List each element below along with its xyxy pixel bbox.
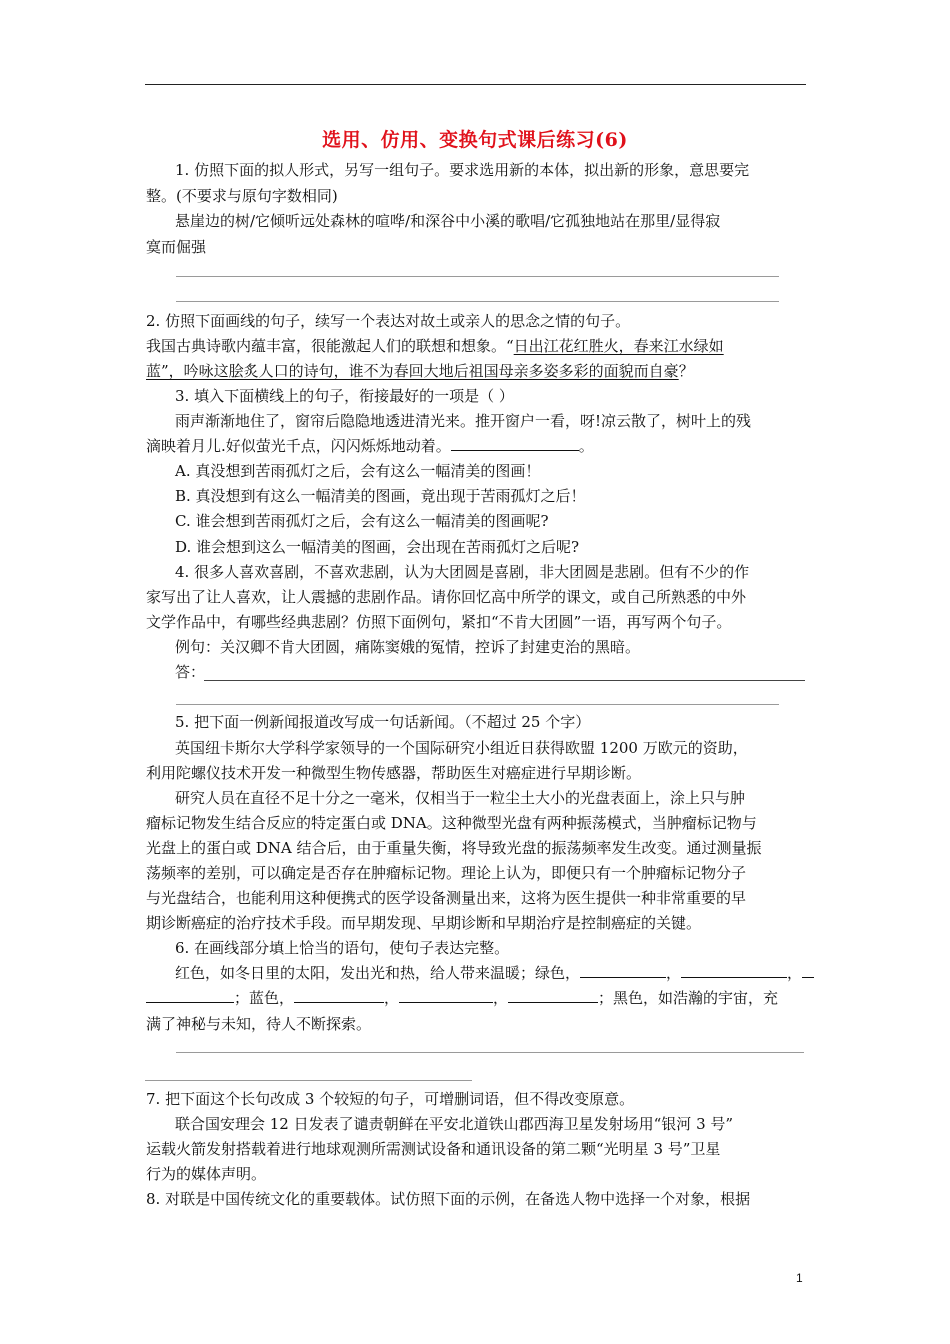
q6-fill-blank[interactable] (508, 988, 598, 1003)
q7-text-line-3: 行为的媒体声明。 (146, 1165, 267, 1183)
q4-answer-line[interactable] (204, 680, 805, 681)
q5-para-2-line-2: 瘤标记物发生结合反应的特定蛋白或 DNA。这种微型光盘有两种振荡模式，当肿瘤标记物与 (146, 814, 757, 832)
q6-fill-blank[interactable] (580, 963, 666, 978)
q6-fill-blank[interactable] (802, 963, 814, 978)
q1-answer-line[interactable] (176, 301, 779, 302)
q1-example-line-2: 寞而倔强 (146, 238, 207, 256)
q7-stem: 7. 把下面这个长句改成 3 个较短的句子，可增删词语，但不得改变原意。 (146, 1090, 635, 1108)
q2-underlined-sentence: 日出江花红胜火，春来江水绿如 (513, 337, 724, 355)
q4-stem-line-3: 文学作品中，有哪些经典悲剧？仿照下面例句，紧扣“不肯大团圆”一语，再写两个句子。 (146, 613, 732, 631)
q2-stem: 2. 仿照下面画线的句子，续写一个表达对故土或亲人的思念之情的句子。 (146, 312, 631, 330)
page-title: 选用、仿用、变换句式课后练习(6) (322, 129, 628, 151)
q5-para-2-line-5: 与光盘结合，也能利用这种便携式的医学设备测量出来，这将为医生提供一种非常重要的早 (146, 889, 747, 907)
q2-text-line-2: 蓝”，吟咏这脍炙人口的诗句，谁不为春回大地后祖国母亲多姿多彩的面貌而自豪？ (146, 362, 694, 380)
q6-fill-blank[interactable] (146, 988, 234, 1003)
q1-stem-line-1: 1. 仿照下面的拟人形式，另写一组句子。要求选用新的本体，拟出新的形象，意思要完 (175, 161, 750, 179)
q5-para-2-line-4: 荡频率的差别，可以确定是否存在肿瘤标记物。理论上认为，即便只有一个肿瘤标记物分子 (146, 864, 747, 882)
q3-text-line-1: 雨声渐渐地住了，窗帘后隐隐地透进清光来。推开窗户一看，呀!凉云散了，树叶上的残 (175, 412, 752, 430)
q5-stem: 5. 把下面一例新闻报道改写成一句话新闻。（不超过 25 个字） (175, 713, 591, 731)
q3-option-b: B. 真没想到有这么一幅清美的图画，竟出现于苦雨孤灯之后！ (175, 487, 586, 505)
q3-text-line-2: 滴映着月儿.好似萤光千点，闪闪烁烁地动着。 。 (146, 437, 594, 455)
q6-fill-blank[interactable] (681, 963, 787, 978)
page-number: 1 (796, 1271, 803, 1285)
q6-text-line-3: 满了神秘与未知，待人不断探索。 (146, 1015, 372, 1033)
q7-text-line-2: 运载火箭发射搭载着进行地球观测所需测试设备和通讯设备的第二颗“光明星 3 号”卫星 (146, 1140, 721, 1158)
q6-fill-blank[interactable] (294, 988, 384, 1003)
q1-answer-line[interactable] (176, 276, 779, 277)
q3-fill-blank[interactable] (451, 436, 579, 451)
q5-para-1-line-2: 利用陀螺仪技术开发一种微型生物传感器，帮助医生对癌症进行早期诊断。 (146, 764, 642, 782)
q2-text-line-1: 我国古典诗歌内蕴丰富，很能激起人们的联想和想象。“日出江花红胜火，春来江水绿如 (146, 337, 724, 355)
q2-underlined-sentence: 蓝”，吟咏这脍炙人口的诗句，谁不为春回大地后祖国母亲多姿多彩的面貌而自豪 (146, 362, 679, 380)
q4-answer-label: 答： (175, 663, 206, 681)
q5-para-2-line-3: 光盘上的蛋白或 DNA 结合后，由于重量失衡，将导致光盘的振荡频率发生改变。通过测量振 (146, 839, 762, 857)
q8-stem: 8. 对联是中国传统文化的重要载体。试仿照下面的示例，在备选人物中选择一个对象，根据 (146, 1190, 751, 1208)
q1-example-line-1: 悬崖边的树/它倾听远处森林的喧哗/和深谷中小溪的歌唱/它孤独地站在那里/显得寂 (175, 212, 721, 230)
q6-text-line-1: 红色，如冬日里的太阳，发出光和热，给人带来温暖；绿色， ， ， (175, 963, 814, 983)
q3-option-d: D. 谁会想到这么一幅清美的图画，会出现在苦雨孤灯之后呢? (175, 538, 580, 556)
q3-option-a: A. 真没想到苦雨孤灯之后，会有这么一幅清美的图画！ (175, 462, 541, 480)
q4-answer-line[interactable] (176, 704, 779, 705)
q7-text-line-1: 联合国安理会 12 日发表了谴责朝鲜在平安北道铁山郡西海卫星发射场用“银河 3 号” (175, 1115, 734, 1133)
q6-stem: 6. 在画线部分填上恰当的语句，使句子表达完整。 (175, 939, 510, 957)
q6-answer-line[interactable] (176, 1052, 804, 1053)
q6-text-line-2: ；蓝色， ， ， ；黑色，如浩瀚的宇宙，充 (146, 988, 778, 1008)
q5-para-2-line-6: 期诊断癌症的治疗技术手段。而早期发现、早期诊断和早期治疗是控制癌症的关键。 (146, 914, 702, 932)
q4-example: 例句：关汉卿不肯大团圆，痛陈窦娥的冤情，控诉了封建吏治的黑暗。 (175, 638, 641, 656)
header-rule (145, 84, 806, 85)
q1-stem-line-2: 整。(不要求与原句字数相同) (146, 187, 338, 205)
q4-stem-line-2: 家写出了让人喜欢，让人震撼的悲剧作品。请你回忆高中所学的课文，或自己所熟悉的中外 (146, 588, 747, 606)
q4-stem-line-1: 4. 很多人喜欢喜剧，不喜欢悲剧，认为大团圆是喜剧，非大团圆是悲剧。但有不少的作 (175, 563, 750, 581)
q5-para-2-line-1: 研究人员在直径不足十分之一毫米，仅相当于一粒尘土大小的光盘表面上，涂上只与肿 (175, 789, 746, 807)
q3-option-c: C. 谁会想到苦雨孤灯之后，会有这么一幅清美的图画呢? (175, 512, 549, 530)
q3-stem: 3. 填入下面横线上的句子，衔接最好的一项是（ ） (175, 387, 514, 405)
q5-para-1-line-1: 英国纽卡斯尔大学科学家领导的一个国际研究小组近日获得欧盟 1200 万欧元的资助， (175, 739, 748, 757)
q6-answer-line[interactable] (145, 1080, 472, 1081)
q6-fill-blank[interactable] (399, 988, 493, 1003)
